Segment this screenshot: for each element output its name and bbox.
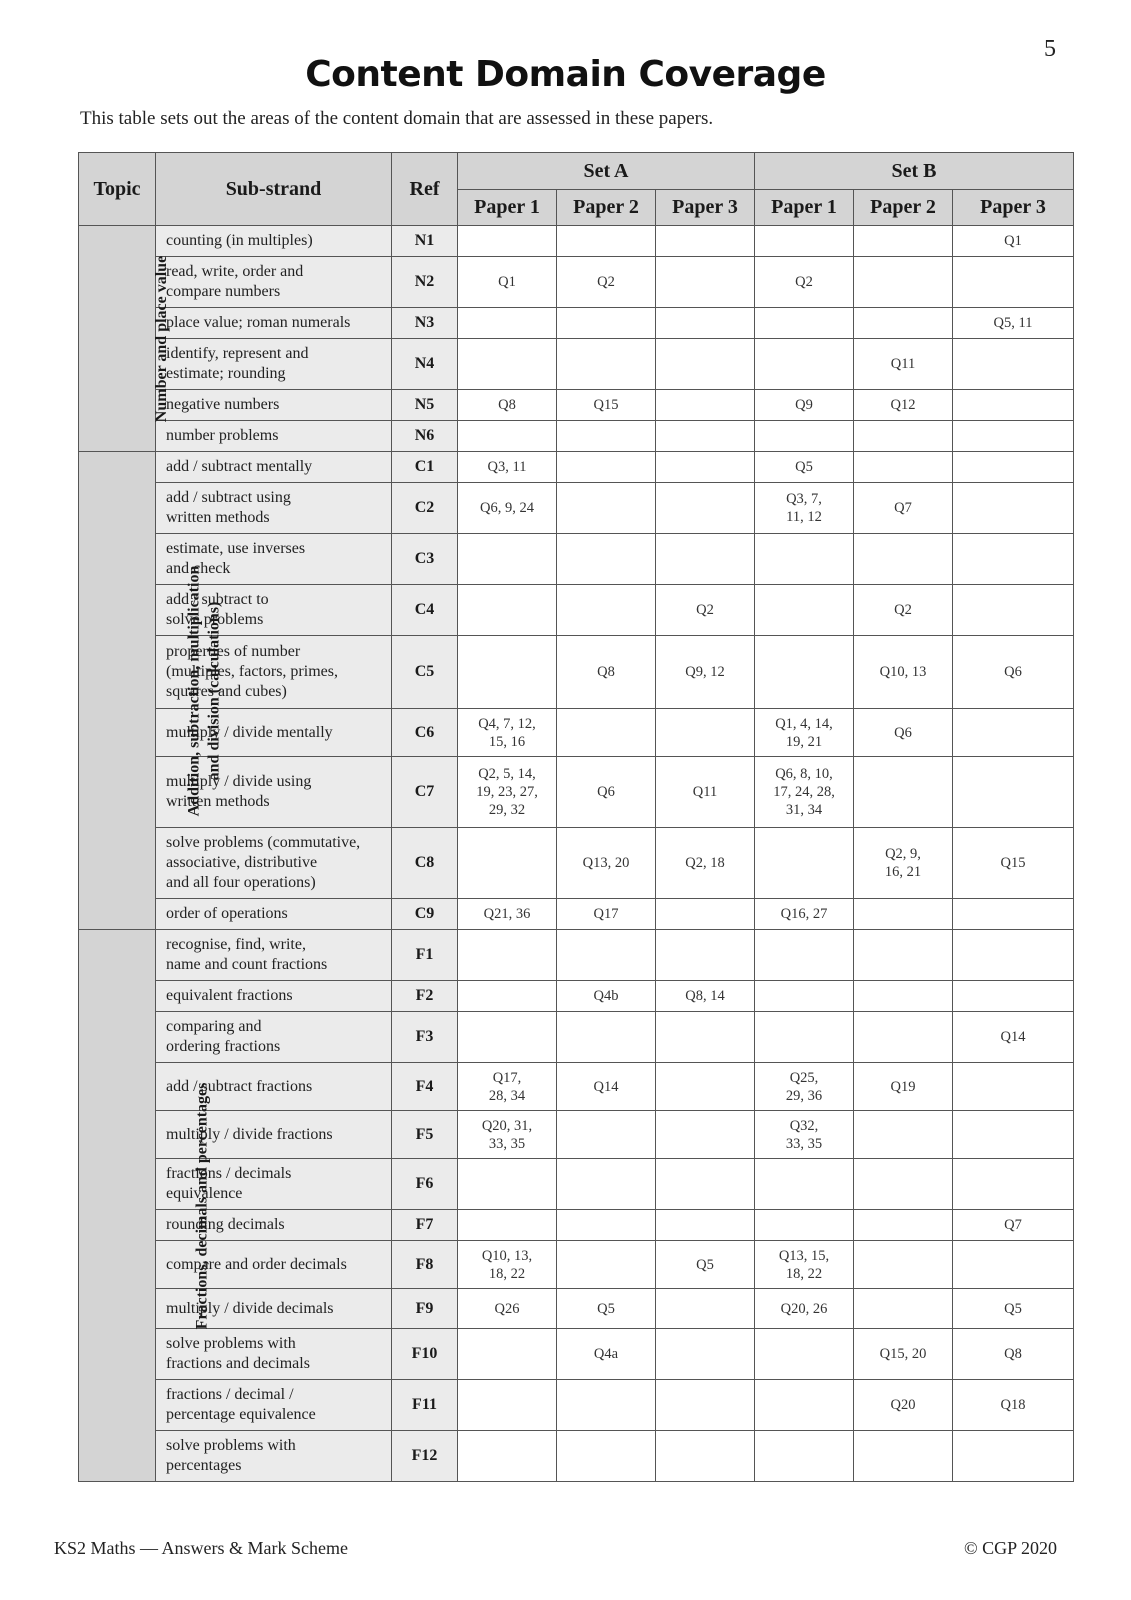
question-cell bbox=[656, 226, 755, 257]
question-cell bbox=[557, 1012, 656, 1063]
question-cell: Q1 bbox=[458, 257, 557, 308]
header-set-a-paper-3: Paper 3 bbox=[656, 190, 755, 226]
question-cell: Q9, 12 bbox=[656, 636, 755, 709]
header-ref: Ref bbox=[392, 153, 458, 226]
question-cell: Q8 bbox=[953, 1329, 1074, 1380]
question-cell: Q16, 27 bbox=[755, 899, 854, 930]
question-cell bbox=[557, 585, 656, 636]
question-cell bbox=[953, 709, 1074, 757]
question-cell bbox=[656, 1289, 755, 1329]
question-cell bbox=[656, 390, 755, 421]
substrand-cell: number problems bbox=[156, 421, 392, 452]
question-cell bbox=[557, 709, 656, 757]
question-cell bbox=[656, 421, 755, 452]
question-cell bbox=[656, 339, 755, 390]
question-cell: Q15, 20 bbox=[854, 1329, 953, 1380]
table-row bbox=[79, 828, 1074, 899]
page-title: Content Domain Coverage bbox=[305, 54, 826, 95]
question-cell bbox=[557, 534, 656, 585]
question-cell bbox=[557, 1210, 656, 1241]
question-cell: Q8 bbox=[458, 390, 557, 421]
question-cell bbox=[854, 421, 953, 452]
question-cell bbox=[854, 899, 953, 930]
ref-cell: C5 bbox=[392, 636, 458, 709]
table-row bbox=[79, 226, 1074, 257]
question-cell bbox=[458, 339, 557, 390]
question-cell bbox=[953, 1159, 1074, 1210]
substrand-cell: solve problems (commutative, associative, distributive and all four operations) bbox=[156, 828, 392, 899]
question-cell: Q26 bbox=[458, 1289, 557, 1329]
question-cell: Q5 bbox=[656, 1241, 755, 1289]
substrand-cell: add / subtract to solve problems bbox=[156, 585, 392, 636]
question-cell bbox=[458, 828, 557, 899]
question-cell bbox=[557, 483, 656, 534]
question-cell: Q2, 18 bbox=[656, 828, 755, 899]
question-cell: Q1 bbox=[953, 226, 1074, 257]
question-cell: Q15 bbox=[557, 390, 656, 421]
question-cell: Q17 bbox=[557, 899, 656, 930]
question-cell bbox=[854, 1210, 953, 1241]
question-cell: Q3, 7, 11, 12 bbox=[755, 483, 854, 534]
question-cell: Q7 bbox=[953, 1210, 1074, 1241]
table-row bbox=[79, 339, 1074, 390]
question-cell: Q2 bbox=[656, 585, 755, 636]
question-cell bbox=[557, 421, 656, 452]
question-cell bbox=[854, 1111, 953, 1159]
question-cell bbox=[458, 421, 557, 452]
table-row bbox=[79, 1380, 1074, 1431]
table-row bbox=[79, 1289, 1074, 1329]
question-cell: Q8, 14 bbox=[656, 981, 755, 1012]
question-cell bbox=[458, 1431, 557, 1482]
table-row bbox=[79, 981, 1074, 1012]
question-cell bbox=[854, 1012, 953, 1063]
ref-cell: C6 bbox=[392, 709, 458, 757]
question-cell bbox=[458, 930, 557, 981]
question-cell: Q21, 36 bbox=[458, 899, 557, 930]
question-cell: Q10, 13 bbox=[854, 636, 953, 709]
substrand-cell: multiply / divide mentally bbox=[156, 709, 392, 757]
question-cell: Q3, 11 bbox=[458, 452, 557, 483]
table-row bbox=[79, 421, 1074, 452]
question-cell: Q25, 29, 36 bbox=[755, 1063, 854, 1111]
question-cell bbox=[557, 1111, 656, 1159]
topic-label: Addition, subtraction, multiplication and division (calculations) bbox=[185, 565, 223, 816]
question-cell bbox=[458, 308, 557, 339]
question-cell bbox=[953, 899, 1074, 930]
question-cell: Q5 bbox=[755, 452, 854, 483]
question-cell bbox=[755, 930, 854, 981]
question-cell bbox=[557, 930, 656, 981]
question-cell bbox=[755, 1431, 854, 1482]
table-row bbox=[79, 1329, 1074, 1380]
question-cell: Q32, 33, 35 bbox=[755, 1111, 854, 1159]
table-row bbox=[79, 709, 1074, 757]
question-cell bbox=[557, 1241, 656, 1289]
header-set-b-paper-1: Paper 1 bbox=[755, 190, 854, 226]
ref-cell: F5 bbox=[392, 1111, 458, 1159]
substrand-cell: multiply / divide decimals bbox=[156, 1289, 392, 1329]
question-cell: Q12 bbox=[854, 390, 953, 421]
question-cell bbox=[557, 226, 656, 257]
footer-copyright: © CGP 2020 bbox=[963, 1538, 1057, 1558]
table-row bbox=[79, 899, 1074, 930]
content-domain-table bbox=[78, 152, 1074, 1482]
question-cell: Q6 bbox=[953, 636, 1074, 709]
question-cell: Q6, 9, 24 bbox=[458, 483, 557, 534]
question-cell bbox=[557, 339, 656, 390]
question-cell bbox=[755, 828, 854, 899]
substrand-cell: negative numbers bbox=[156, 390, 392, 421]
header-substrand: Sub-strand bbox=[156, 153, 392, 226]
header-set-a-paper-2: Paper 2 bbox=[557, 190, 656, 226]
question-cell: Q10, 13, 18, 22 bbox=[458, 1241, 557, 1289]
question-cell: Q20 bbox=[854, 1380, 953, 1431]
question-cell bbox=[656, 1159, 755, 1210]
table-header bbox=[79, 153, 1074, 226]
question-cell: Q2 bbox=[557, 257, 656, 308]
question-cell bbox=[755, 308, 854, 339]
ref-cell: N2 bbox=[392, 257, 458, 308]
ref-cell: F8 bbox=[392, 1241, 458, 1289]
question-cell bbox=[755, 1159, 854, 1210]
question-cell bbox=[557, 1431, 656, 1482]
ref-cell: F3 bbox=[392, 1012, 458, 1063]
question-cell: Q2, 5, 14, 19, 23, 27, 29, 32 bbox=[458, 757, 557, 828]
question-cell bbox=[656, 1111, 755, 1159]
topic-label: Number and place value bbox=[153, 255, 171, 422]
question-cell: Q14 bbox=[953, 1012, 1074, 1063]
question-cell bbox=[656, 257, 755, 308]
question-cell: Q6 bbox=[854, 709, 953, 757]
question-cell bbox=[755, 585, 854, 636]
question-cell: Q2 bbox=[755, 257, 854, 308]
question-cell bbox=[953, 585, 1074, 636]
question-cell: Q1, 4, 14, 19, 21 bbox=[755, 709, 854, 757]
substrand-cell: rounding decimals bbox=[156, 1210, 392, 1241]
question-cell bbox=[953, 981, 1074, 1012]
ref-cell: F7 bbox=[392, 1210, 458, 1241]
question-cell: Q4a bbox=[557, 1329, 656, 1380]
topic-cell bbox=[79, 226, 171, 452]
question-cell bbox=[656, 1210, 755, 1241]
question-cell: Q5 bbox=[953, 1289, 1074, 1329]
question-cell bbox=[854, 981, 953, 1012]
table-row bbox=[79, 390, 1074, 421]
question-cell bbox=[458, 226, 557, 257]
ref-cell: C7 bbox=[392, 757, 458, 828]
question-cell bbox=[854, 257, 953, 308]
question-cell: Q11 bbox=[854, 339, 953, 390]
table-row bbox=[79, 930, 1074, 981]
question-cell: Q17, 28, 34 bbox=[458, 1063, 557, 1111]
ref-cell: F11 bbox=[392, 1380, 458, 1431]
question-cell bbox=[953, 390, 1074, 421]
substrand-cell: add / subtract mentally bbox=[156, 452, 392, 483]
question-cell bbox=[953, 421, 1074, 452]
substrand-cell: multiply / divide using written methods bbox=[156, 757, 392, 828]
question-cell bbox=[953, 1111, 1074, 1159]
question-cell bbox=[854, 1431, 953, 1482]
ref-cell: F9 bbox=[392, 1289, 458, 1329]
ref-cell: F4 bbox=[392, 1063, 458, 1111]
header-set-a-paper-1: Paper 1 bbox=[458, 190, 557, 226]
ref-cell: C1 bbox=[392, 452, 458, 483]
substrand-cell: compare and order decimals bbox=[156, 1241, 392, 1289]
question-cell bbox=[458, 1159, 557, 1210]
question-cell bbox=[854, 1159, 953, 1210]
ref-cell: F2 bbox=[392, 981, 458, 1012]
question-cell bbox=[458, 981, 557, 1012]
question-cell bbox=[953, 930, 1074, 981]
question-cell bbox=[458, 1210, 557, 1241]
table-row bbox=[79, 1210, 1074, 1241]
substrand-cell: fractions / decimals equivalence bbox=[156, 1159, 392, 1210]
table-row bbox=[79, 1063, 1074, 1111]
ref-cell: C9 bbox=[392, 899, 458, 930]
question-cell bbox=[755, 226, 854, 257]
question-cell: Q15 bbox=[953, 828, 1074, 899]
question-cell bbox=[458, 585, 557, 636]
header-set-b: Set B bbox=[755, 153, 1074, 190]
question-cell bbox=[656, 709, 755, 757]
ref-cell: F12 bbox=[392, 1431, 458, 1482]
question-cell bbox=[953, 483, 1074, 534]
substrand-cell: recognise, find, write, name and count fractions bbox=[156, 930, 392, 981]
table-row bbox=[79, 308, 1074, 339]
question-cell: Q20, 26 bbox=[755, 1289, 854, 1329]
table-row bbox=[79, 1012, 1074, 1063]
ref-cell: F10 bbox=[392, 1329, 458, 1380]
ref-cell: F1 bbox=[392, 930, 458, 981]
substrand-cell: fractions / decimal / percentage equivalence bbox=[156, 1380, 392, 1431]
question-cell bbox=[656, 930, 755, 981]
question-cell bbox=[656, 1012, 755, 1063]
question-cell: Q5 bbox=[557, 1289, 656, 1329]
question-cell bbox=[854, 534, 953, 585]
question-cell: Q7 bbox=[854, 483, 953, 534]
question-cell bbox=[953, 452, 1074, 483]
question-cell: Q19 bbox=[854, 1063, 953, 1111]
question-cell bbox=[953, 257, 1074, 308]
question-cell bbox=[755, 1329, 854, 1380]
substrand-cell: add / subtract using written methods bbox=[156, 483, 392, 534]
table-row bbox=[79, 483, 1074, 534]
question-cell: Q2, 9, 16, 21 bbox=[854, 828, 953, 899]
question-cell bbox=[854, 1241, 953, 1289]
table-row bbox=[79, 757, 1074, 828]
topic-label: Fractions, decimals and percentages bbox=[193, 1082, 211, 1329]
question-cell bbox=[656, 534, 755, 585]
table-row bbox=[79, 452, 1074, 483]
question-cell bbox=[458, 636, 557, 709]
question-cell bbox=[656, 483, 755, 534]
question-cell bbox=[755, 981, 854, 1012]
table-row bbox=[79, 636, 1074, 709]
question-cell: Q9 bbox=[755, 390, 854, 421]
question-cell bbox=[854, 452, 953, 483]
table-row bbox=[79, 534, 1074, 585]
question-cell bbox=[854, 757, 953, 828]
question-cell: Q20, 31, 33, 35 bbox=[458, 1111, 557, 1159]
question-cell bbox=[755, 1012, 854, 1063]
question-cell bbox=[953, 1431, 1074, 1482]
substrand-cell: comparing and ordering fractions bbox=[156, 1012, 392, 1063]
question-cell bbox=[557, 308, 656, 339]
table-row bbox=[79, 257, 1074, 308]
question-cell bbox=[557, 1159, 656, 1210]
question-cell: Q4b bbox=[557, 981, 656, 1012]
question-cell bbox=[458, 1380, 557, 1431]
header-set-b-paper-3: Paper 3 bbox=[953, 190, 1074, 226]
question-cell bbox=[755, 1210, 854, 1241]
substrand-cell: properties of number (multiples, factors, primes, squares and cubes) bbox=[156, 636, 392, 709]
substrand-cell: order of operations bbox=[156, 899, 392, 930]
substrand-cell: equivalent fractions bbox=[156, 981, 392, 1012]
question-cell: Q6, 8, 10, 17, 24, 28, 31, 34 bbox=[755, 757, 854, 828]
substrand-cell: solve problems with fractions and decimals bbox=[156, 1329, 392, 1380]
table-row bbox=[79, 1431, 1074, 1482]
header-set-a: Set A bbox=[458, 153, 755, 190]
table-row bbox=[79, 585, 1074, 636]
question-cell: Q14 bbox=[557, 1063, 656, 1111]
question-cell bbox=[755, 339, 854, 390]
table-body bbox=[79, 226, 1074, 1482]
substrand-cell: read, write, order and compare numbers bbox=[156, 257, 392, 308]
substrand-cell: estimate, use inverses and check bbox=[156, 534, 392, 585]
substrand-cell: multiply / divide fractions bbox=[156, 1111, 392, 1159]
intro-text: This table sets out the areas of the content domain that are assessed in these papers. bbox=[80, 108, 714, 129]
question-cell bbox=[458, 534, 557, 585]
question-cell bbox=[656, 1380, 755, 1431]
question-cell bbox=[557, 1380, 656, 1431]
substrand-cell: counting (in multiples) bbox=[156, 226, 392, 257]
question-cell bbox=[953, 339, 1074, 390]
ref-cell: C2 bbox=[392, 483, 458, 534]
header-set-b-paper-2: Paper 2 bbox=[854, 190, 953, 226]
question-cell bbox=[755, 1380, 854, 1431]
question-cell bbox=[557, 452, 656, 483]
question-cell: Q11 bbox=[656, 757, 755, 828]
question-cell: Q2 bbox=[854, 585, 953, 636]
question-cell bbox=[656, 899, 755, 930]
question-cell bbox=[656, 308, 755, 339]
question-cell bbox=[656, 1063, 755, 1111]
question-cell bbox=[953, 757, 1074, 828]
topic-cell bbox=[79, 930, 211, 1482]
ref-cell: N4 bbox=[392, 339, 458, 390]
question-cell: Q4, 7, 12, 15, 16 bbox=[458, 709, 557, 757]
question-cell bbox=[953, 1241, 1074, 1289]
substrand-cell: place value; roman numerals bbox=[156, 308, 392, 339]
question-cell: Q13, 20 bbox=[557, 828, 656, 899]
header-topic: Topic bbox=[79, 153, 156, 226]
substrand-cell: solve problems with percentages bbox=[156, 1431, 392, 1482]
substrand-cell: identify, represent and estimate; rounding bbox=[156, 339, 392, 390]
question-cell: Q6 bbox=[557, 757, 656, 828]
table-row bbox=[79, 1159, 1074, 1210]
question-cell: Q13, 15, 18, 22 bbox=[755, 1241, 854, 1289]
substrand-cell: add / subtract fractions bbox=[156, 1063, 392, 1111]
ref-cell: C3 bbox=[392, 534, 458, 585]
ref-cell: F6 bbox=[392, 1159, 458, 1210]
ref-cell: N5 bbox=[392, 390, 458, 421]
question-cell bbox=[755, 534, 854, 585]
table-row bbox=[79, 1111, 1074, 1159]
question-cell bbox=[656, 1431, 755, 1482]
footer-publication: KS2 Maths — Answers & Mark Scheme bbox=[54, 1538, 348, 1558]
question-cell: Q18 bbox=[953, 1380, 1074, 1431]
question-cell bbox=[854, 308, 953, 339]
question-cell bbox=[656, 1329, 755, 1380]
question-cell bbox=[458, 1329, 557, 1380]
question-cell bbox=[755, 421, 854, 452]
question-cell bbox=[755, 636, 854, 709]
ref-cell: N1 bbox=[392, 226, 458, 257]
ref-cell: N6 bbox=[392, 421, 458, 452]
question-cell bbox=[656, 452, 755, 483]
ref-cell: C4 bbox=[392, 585, 458, 636]
question-cell bbox=[854, 930, 953, 981]
question-cell bbox=[458, 1012, 557, 1063]
ref-cell: C8 bbox=[392, 828, 458, 899]
question-cell bbox=[953, 1063, 1074, 1111]
table-row bbox=[79, 1241, 1074, 1289]
question-cell: Q8 bbox=[557, 636, 656, 709]
question-cell bbox=[854, 1289, 953, 1329]
question-cell bbox=[953, 534, 1074, 585]
question-cell bbox=[854, 226, 953, 257]
page-number: 5 bbox=[1044, 36, 1056, 62]
ref-cell: N3 bbox=[392, 308, 458, 339]
question-cell: Q5, 11 bbox=[953, 308, 1074, 339]
